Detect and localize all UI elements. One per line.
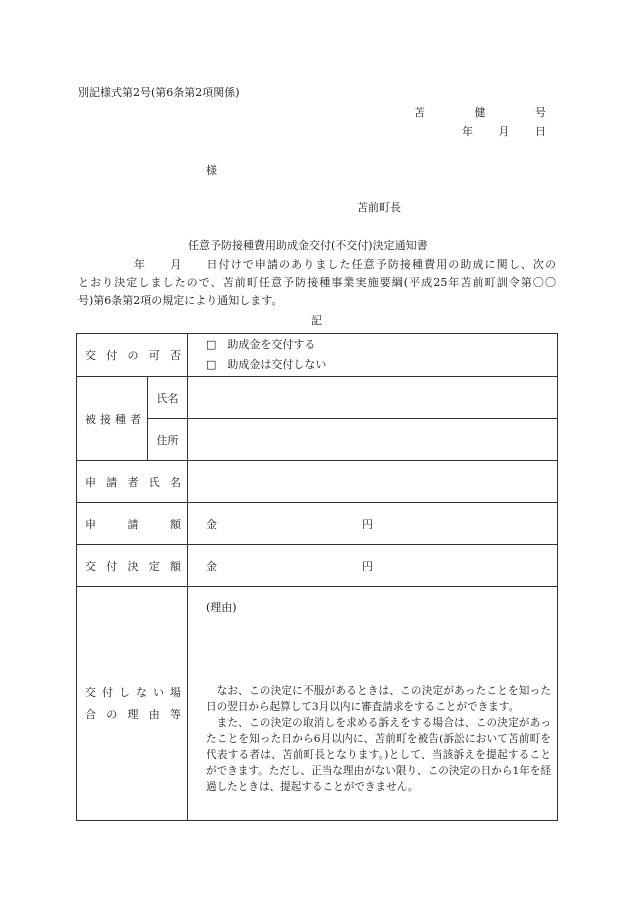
- date-day: 日: [535, 125, 546, 138]
- decided-amount-label: 交付決定額: [77, 545, 188, 587]
- requested-amount-label: 申請額: [77, 503, 188, 545]
- grant-decision-label: 交付の可否: [77, 334, 188, 377]
- table-row: [77, 419, 558, 461]
- addressee: 様: [206, 164, 217, 177]
- applicant-name-field[interactable]: [188, 461, 558, 503]
- name-label: 氏名: [148, 377, 188, 419]
- document-title: 任意予防接種費用助成金交付(不交付)決定通知書: [188, 239, 428, 252]
- yen-label: 円: [362, 517, 373, 531]
- notice-paragraph: また、この決定の取消しを求める訴えをする場合は、この決定があったことを知った日から6月以内に、苫前町を被告(訴訟において苫前町を代表する者は、苫前町長となります。)として、当該訴えを提起することができます。ただし、正当な理由がない限り、この決定の日から1年を経過したときは、提起することができません。: [206, 717, 551, 793]
- issue-date: [462, 123, 546, 139]
- kin-label: 金: [206, 559, 217, 573]
- yen-label: 円: [362, 559, 373, 573]
- decided-amount-field[interactable]: [188, 545, 558, 587]
- decision-table: [76, 333, 558, 821]
- document-number: [414, 104, 546, 120]
- table-row: [77, 334, 558, 377]
- ki-marker: 記: [311, 314, 322, 327]
- recipient-label: 被接種者: [77, 377, 148, 461]
- grant-decision-options: [188, 334, 558, 377]
- form-style-label: 別記様式第2号(第6条第2項関係): [78, 86, 240, 99]
- reason-label-line: 合の理由等: [85, 707, 181, 721]
- date-year: 年: [462, 125, 473, 138]
- body-line: 号)第6条第2項の規定により通知します。: [78, 294, 283, 307]
- reason-cell[interactable]: [188, 587, 558, 821]
- kin-label: 金: [206, 517, 217, 531]
- body-line: 年 月 日付けで申請のありました任意予防接種費用の助成に関し、次の: [134, 258, 556, 271]
- appeal-notice: [206, 683, 551, 795]
- address-field[interactable]: [188, 419, 558, 461]
- option-grant[interactable]: □ 助成金を交付する: [206, 338, 316, 351]
- body-line: とおり決定しましたので、苫前町任意予防接種事業実施要綱(平成25年苫前町訓令第〇〇: [78, 276, 556, 289]
- doc-number-middle: 健: [474, 106, 486, 119]
- table-row: [77, 545, 558, 587]
- doc-number-prefix: 苫: [414, 106, 425, 119]
- address-label: 住所: [148, 419, 188, 461]
- issuer: 苫前町長: [357, 201, 401, 214]
- option-no-grant[interactable]: □ 助成金は交付しない: [206, 358, 327, 371]
- table-row: [77, 503, 558, 545]
- body-text: [78, 256, 556, 310]
- table-row: [77, 587, 558, 821]
- reason-label: [77, 587, 188, 821]
- reason-heading: (理由): [206, 601, 237, 614]
- table-row: [77, 461, 558, 503]
- reason-label-line: 交付しない場: [85, 685, 181, 699]
- requested-amount-field[interactable]: [188, 503, 558, 545]
- doc-number-suffix: 号: [535, 106, 546, 119]
- applicant-name-label: 申請者氏名: [77, 461, 188, 503]
- table-row: [77, 377, 558, 419]
- notice-paragraph: なお、この決定に不服があるときは、この決定があったことを知った日の翌日から起算して3月以内に審査請求をすることができます。: [206, 685, 551, 713]
- name-field[interactable]: [188, 377, 558, 419]
- date-month: 月: [498, 125, 510, 138]
